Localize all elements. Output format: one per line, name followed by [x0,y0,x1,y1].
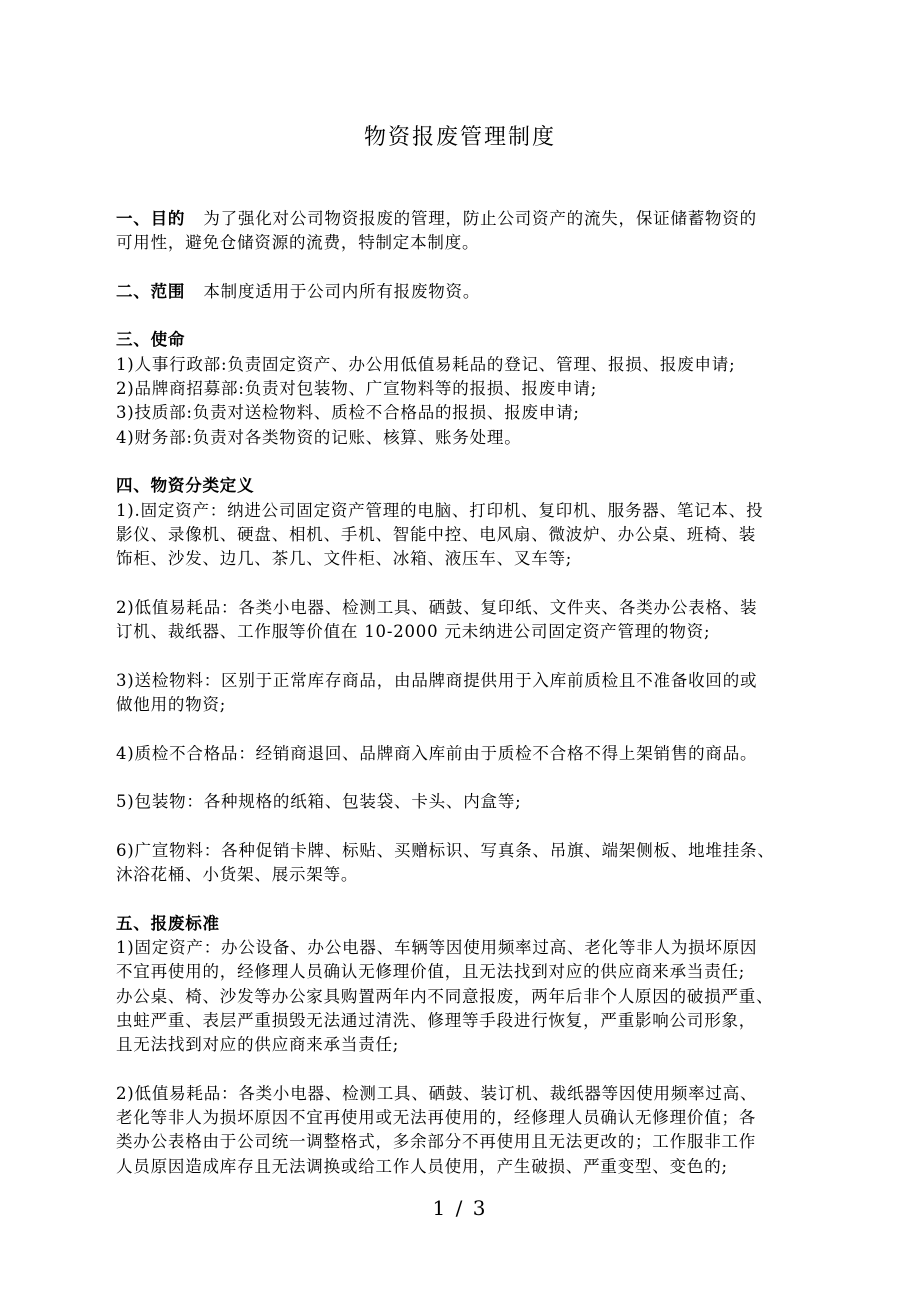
paragraph-line: 老化等非人为损坏原因不宜再使用或无法再使用的，经修理人员确认无修理价值；各 [116,1107,757,1127]
paragraph-line: 6)广宣物料：各种促销卡牌、标贴、买赠标识、写真条、吊旗、端架侧板、地堆挂条、 [116,840,775,860]
paragraph-line: 人员原因造成库存且无法调换或给工作人员使用，产生破损、严重变型、变色的; [116,1156,728,1176]
paragraph-line: 1)固定资产：办公设备、办公电器、车辆等因使用频率过高、老化等非人为损坏原因 [116,937,758,957]
paragraph-line: 不宜再使用的，经修理人员确认无修理价值，且无法找到对应的供应商来承当责任; [116,962,746,982]
section-classification [116,474,816,887]
section-scrap-standards [116,912,816,1179]
section-purpose [116,207,816,256]
section-scope [116,280,816,304]
paragraph-line: 办公桌、椅、沙发等办公家具购置两年内不同意报废，两年后非个人原因的破损严重、 [116,986,774,1006]
section-heading: 三、使命 [116,330,186,350]
paragraph-line: 1).固定资产：纳进公司固定资产管理的电脑、打印机、复印机、服务器、笔记本、投 [116,500,764,520]
list-item: 1)人事行政部:负责固定资产、办公用低值易耗品的登记、管理、报损、报废申请; [116,354,736,374]
paragraph-line: 2)低值易耗品：各类小电器、检测工具、硒鼓、装订机、裁纸器等因使用频率过高、 [116,1083,758,1103]
paragraph-line: 5)包装物：各种规格的纸箱、包装袋、卡头、内盒等; [116,792,522,812]
document-title: 物资报废管理制度 [363,125,556,150]
paragraph-line: 4)质检不合格品：经销商退回、品牌商入库前由于质检不合格不得上架销售的商品。 [116,743,758,763]
list-item: 3)技质部:负责对送检物料、质检不合格品的报损、报废申请; [116,403,580,423]
paragraph-line: 订机、裁纸器、工作服等价值在 10-2000 元未纳进公司固定资产管理的物资; [116,622,711,642]
paragraph-line: 本制度适用于公司内所有报废物资。 [203,281,481,301]
section-heading: 一、目的 [116,209,186,228]
paragraph-line: 饰柜、沙发、边几、茶几、文件柜、冰箱、液压车、叉车等; [116,549,573,569]
paragraph-line: 且无法找到对应的供应商来承当责任; [116,1035,400,1055]
paragraph-line: 可用性，避免仓储资源的流费，特制定本制度。 [116,233,480,253]
paragraph-line: 沐浴花桶、小货架、展示架等。 [116,865,359,885]
paragraph-line: 2)低值易耗品：各类小电器、检测工具、硒鼓、复印纸、文件夹、各类办公表格、装 [116,597,758,617]
paragraph-line: 影仪、录像机、硬盘、相机、手机、智能中控、电风扇、微波炉、办公桌、班椅、装 [116,524,757,544]
section-mission [116,328,816,449]
paragraph-line: 为了强化对公司物资报废的管理，防止公司资产的流失，保证储蓄物资的 [203,209,757,228]
section-heading: 五、报废标准 [116,913,220,933]
document-body [116,207,816,1179]
list-item: 2)品牌商招募部:负责对包装物、广宣物料等的报损、报废申请; [116,379,598,399]
section-heading: 四、物资分类定义 [116,476,255,496]
paragraph-line: 做他用的物资; [116,694,227,714]
page-number: 1 / 3 [432,1196,488,1220]
paragraph-line: 类办公表格由于公司统一调整格式，多余部分不再使用且无法更改的；工作服非工作 [116,1132,757,1152]
section-heading: 二、范围 [116,281,186,301]
paragraph-line: 虫蛀严重、表层严重损毁无法通过清洗、修理等手段进行恢复，严重影响公司形象， [116,1010,757,1030]
list-item: 4)财务部:负责对各类物资的记账、核算、账务处理。 [116,427,522,447]
paragraph-line: 3)送检物料：区别于正常库存商品，由品牌商提供用于入库前质检且不准备收回的或 [116,670,758,690]
